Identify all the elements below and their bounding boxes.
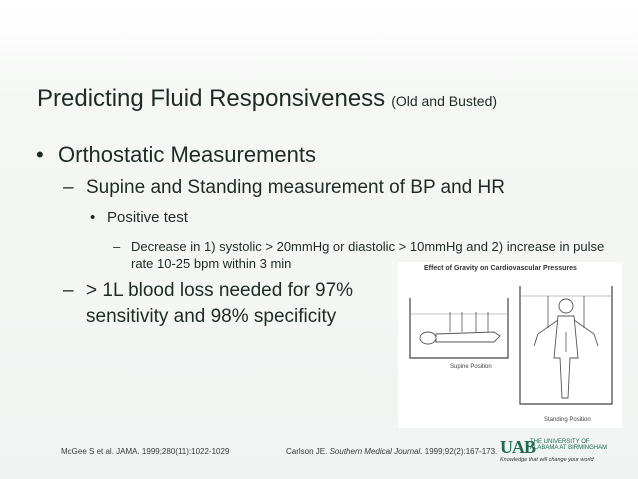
bullet-orthostatic [36,142,316,168]
ref-author: Carlson JE. [286,447,328,456]
dash-marker: – [113,239,121,254]
bullet-text: Positive test [107,209,188,226]
bullet-positive-test [90,209,188,226]
uab-tagline: Knowledge that will change your world [500,457,594,463]
ref-details: 1999;92(2):167-173. [424,447,498,456]
subbullet-text: Decrease in 1) systolic > 20mmHg or diastolic > 10mmHg and 2) increase in pulse rate 10-25 bpm within 3 min [131,239,605,271]
dash-marker: – [63,280,74,301]
subbullet-text: Supine and Standing measurement of BP and HR [86,177,505,198]
figure-label-supine: Supine Position [450,364,492,370]
reference-carlson [286,447,497,456]
uab-name-line1: THE UNIVERSITY OF [530,439,590,445]
figure-drawing [398,262,622,428]
bullet-marker: • [90,209,96,226]
title-sub: (Old and Busted) [391,93,498,109]
bullet-text: Orthostatic Measurements [58,142,316,167]
dash-marker: – [63,177,74,198]
bullet-marker: • [36,142,44,167]
uab-name-line2: ALABAMA AT BIRMINGHAM [530,445,608,451]
subbullet-supine-standing [63,177,505,199]
slide-title [37,85,497,113]
header-band [0,0,638,44]
subbullet-text: > 1L blood loss needed for 97% sensitivity and 98% specificity [86,280,354,327]
reference-mcgee: McGee S et al. JAMA. 1999;280(11):1022-1029 [61,447,230,456]
uab-logo [500,437,620,467]
title-main: Predicting Fluid Responsiveness [37,85,386,112]
figure-title: Effect of Gravity on Cardiovascular Pressures [424,265,577,272]
uab-name [530,439,607,451]
ref-journal: Southern Medical Journal. [329,447,423,456]
figure-label-standing: Standing Position [544,417,591,423]
uab-mark: UAB [500,437,536,457]
gravity-pressure-figure [398,262,622,428]
subbullet-blood-loss [63,278,403,330]
